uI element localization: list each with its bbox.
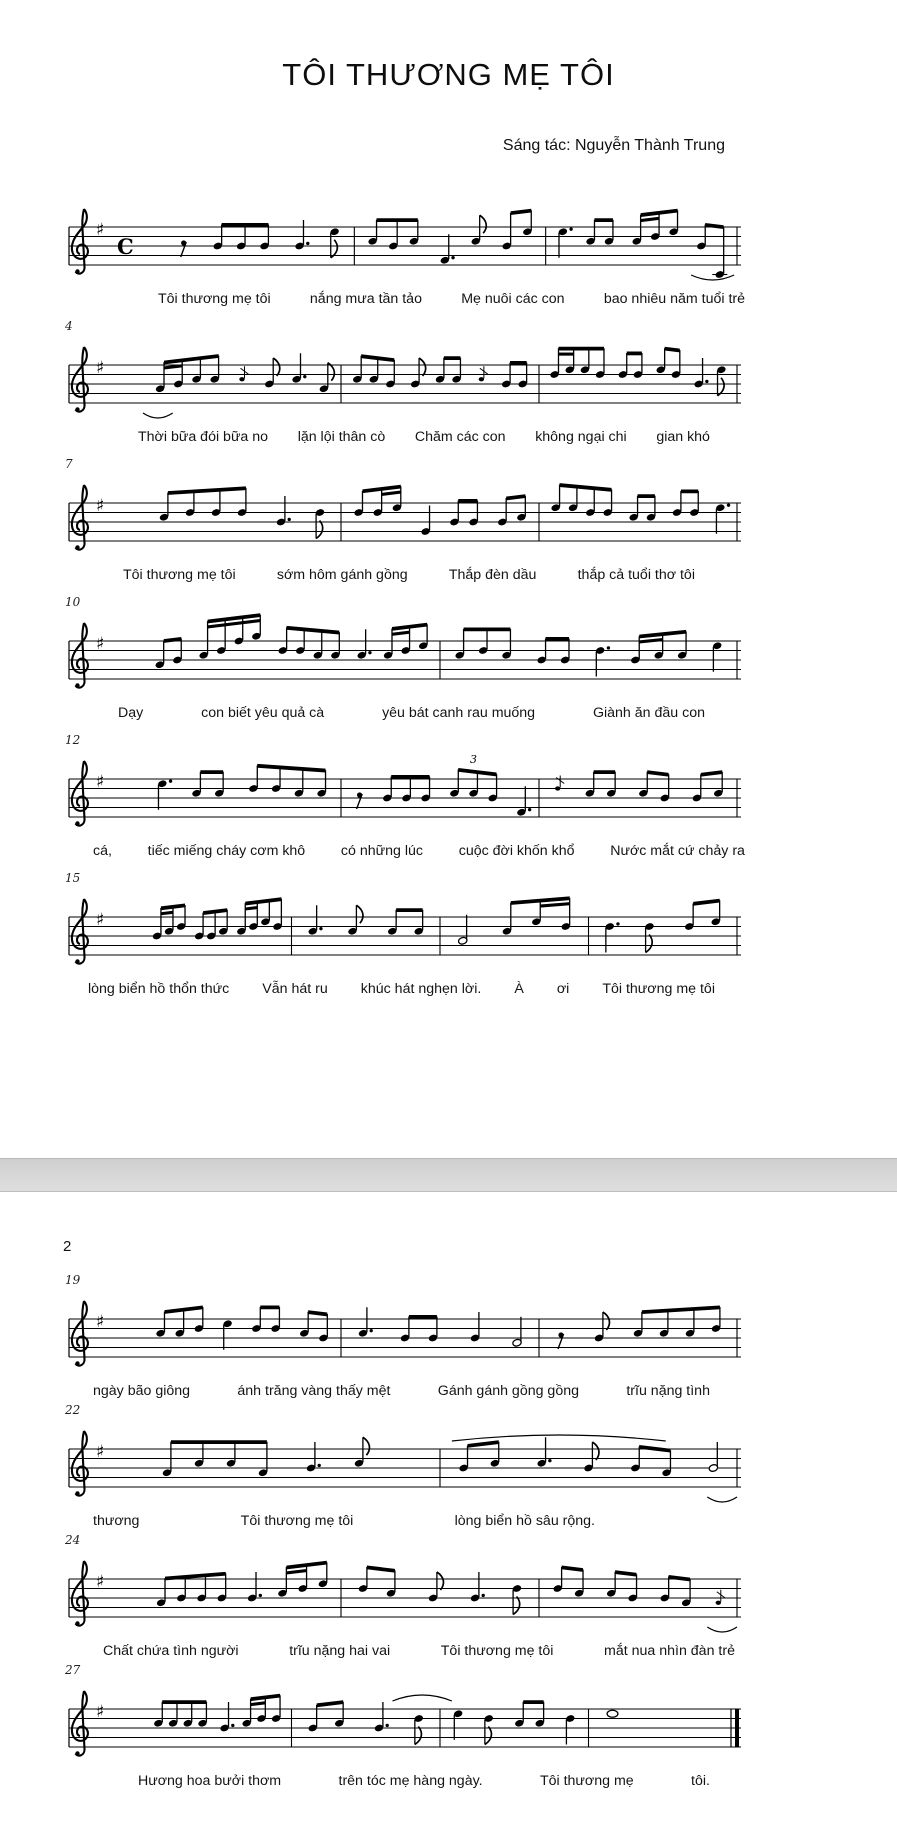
staff-svg [63,1419,745,1511]
lyric-segment: cuộc đời khốn khổ [458,843,575,859]
notes [157,764,723,817]
treble-clef-icon [72,899,88,964]
lyric-segment: sớm hôm gánh gồng [276,567,408,583]
notes [153,1694,618,1745]
staff-system [0,181,897,311]
lyrics-line [63,1513,745,1533]
lyric-segment: Tôi thương mẹ tôi [240,1513,354,1529]
lyric-segment: Tôi thương mẹ tôi [440,1643,554,1659]
staff-lines [69,503,741,541]
lyric-segment: con biết yêu quả cà [201,705,325,721]
staff-svg [63,887,745,979]
treble-clef-icon [72,1431,88,1496]
svg-text:♯: ♯ [96,1312,105,1332]
lyric-segment: Hương hoa bưởi thơm [138,1773,282,1789]
lyric-segment: tôi. [691,1773,710,1789]
svg-text:♯: ♯ [96,910,105,930]
svg-text:C: C [117,234,134,259]
tie-arc [691,275,734,280]
key-signature-sharp [96,634,104,654]
lyric-segment: lòng biển hồ thổn thức [88,981,230,997]
lyric-segment: Tôi thương mẹ tôi [158,291,271,307]
page-number: 2 [63,1238,72,1255]
lyric-segment: ơi [556,981,570,997]
staff-system [0,871,897,1001]
lyric-segment: lặn lội thân cò [297,429,386,445]
lyrics-line [63,843,745,863]
lyric-segment: Thắp đèn dầu [448,567,537,583]
lyric-segment: tiếc miếng cháy cơm khô [147,843,306,859]
lyric-segment: không ngại chi [535,429,627,445]
final-barline [735,1709,739,1747]
key-signature-sharp [96,1442,104,1462]
staff-lines [69,365,741,403]
slur-arc [392,1695,451,1701]
lyric-segment: ngày bão giông [93,1383,191,1399]
staff-svg [63,1549,745,1641]
svg-text:♯: ♯ [96,1702,105,1722]
staff-system [0,595,897,725]
staff-system [0,1403,897,1533]
notes [156,1306,722,1350]
lyrics-line [63,291,745,311]
tie-arc [143,413,173,418]
lyric-segment: Mẹ nuôi các con [461,291,565,307]
lyric-segment: có những lúc [340,843,423,859]
staff-lines [69,917,741,955]
staff-system [0,1533,897,1663]
lyrics-line [63,1383,745,1403]
systems-page-1 [0,181,897,1001]
measure-number: 12 [65,733,81,747]
treble-clef-icon [72,1691,88,1756]
notes [152,896,721,952]
treble-clef-icon [72,209,88,274]
lyric-segment: À [514,981,524,997]
treble-clef-icon [72,623,88,688]
lyrics-line [63,1773,745,1793]
key-signature-sharp [96,1312,104,1332]
staff-system [0,457,897,587]
staff-system [0,319,897,449]
treble-clef-icon [72,347,88,412]
staff-lines [69,1709,741,1747]
page-separator [0,1158,897,1192]
lyric-segment: Tôi thương mẹ tôi [123,567,236,583]
staff-lines [69,1579,741,1617]
notes [155,613,723,676]
lyric-segment: yêu bát canh rau muống [382,705,536,721]
lyric-segment: trĩu nặng hai vai [289,1643,391,1659]
lyric-segment: Gánh gánh gồng gồng [437,1383,579,1399]
lyric-segment: bao nhiêu năm tuổi trẻ [603,291,745,307]
measure-number: 19 [65,1273,81,1287]
systems-page-2 [0,1273,897,1793]
staff-svg [63,611,745,703]
svg-text:♯: ♯ [96,220,105,240]
staff-svg [63,473,745,565]
lyrics-line [63,567,745,587]
tie-arc [707,1627,737,1632]
lyric-segment: thắp cả tuổi thơ tôi [577,567,695,583]
measure-number: 24 [65,1533,81,1547]
lyrics-line [63,429,745,449]
staff-svg [63,749,745,841]
lyric-segment: Nước mắt cứ chảy ra [610,843,745,859]
score-page-2 [0,1192,897,1827]
tie-arc [707,1497,737,1502]
composer-credit: Sáng tác: Nguyễn Thành Trung [502,137,725,154]
staff-system [0,1273,897,1403]
svg-text:♯: ♯ [96,634,105,654]
lyric-segment: Tôi thương mẹ tôi [602,981,715,997]
measure-number: 22 [65,1403,81,1417]
lyric-segment: mắt nua nhìn đàn trẻ [604,1643,735,1659]
lyric-segment: Giành ăn đầu con [592,705,705,721]
notes [156,1561,725,1615]
key-signature-sharp [96,220,104,240]
key-signature-sharp [96,910,104,930]
svg-text:♯: ♯ [96,1442,105,1462]
measure-number: 7 [65,457,73,471]
lyric-segment: thương [93,1513,140,1529]
time-signature [117,234,134,259]
staff-svg [63,197,745,289]
treble-clef-icon [72,485,88,550]
key-signature-sharp [96,358,104,378]
lyric-segment: khúc hát nghẹn lời. [360,981,482,997]
score-title: TÔI THƯƠNG MẸ TÔI [282,57,615,92]
lyric-segment: Tôi thương mẹ [539,1773,634,1789]
key-signature-sharp [96,496,104,516]
measure-number [63,181,745,197]
lyrics-line [63,981,745,1001]
staff-svg [63,1289,745,1381]
treble-clef-icon [72,1301,88,1366]
lyric-segment: Vẫn hát ru [262,981,328,997]
key-signature-sharp [96,1572,104,1592]
lyric-segment: ánh trăng vàng thấy mệt [237,1383,391,1399]
staff-system [0,1663,897,1793]
treble-clef-icon [72,761,88,826]
lyric-segment: lòng biển hồ sâu rộng. [454,1513,595,1529]
treble-clef-icon [72,1561,88,1626]
svg-text:♯: ♯ [96,1572,105,1592]
measure-number: 15 [65,871,81,885]
staff-svg [63,335,745,427]
key-signature-sharp [96,772,104,792]
staff-lines [69,641,741,679]
slur-arc [452,1435,666,1441]
lyric-segment: Chăm các con [414,429,506,445]
measure-number: 4 [65,319,73,333]
svg-text:♯: ♯ [96,358,105,378]
lyric-segment: gian khó [656,429,710,445]
lyrics-line [63,705,745,725]
lyric-segment: nắng mưa tần tảo [309,291,422,307]
lyric-segment: trên tóc mẹ hàng ngày. [338,1773,483,1789]
svg-text:♯: ♯ [96,772,105,792]
lyric-segment: Chất chứa tình người [103,1643,239,1659]
lyric-segment: Thời bữa đói bữa no [138,429,269,445]
staff-system [0,733,897,863]
notes [181,209,728,279]
lyric-segment: trĩu nặng tình [626,1383,710,1399]
staff-svg [63,1679,745,1771]
measure-number: 10 [65,595,81,609]
lyric-segment: cá, [93,843,112,859]
lyric-segment: Dạy [118,705,144,721]
notes [159,483,730,538]
svg-text:♯: ♯ [96,496,105,516]
lyrics-line [63,1643,745,1663]
measure-number: 27 [65,1663,81,1677]
notes [155,347,726,396]
staff-lines [69,1449,741,1487]
triplet-number: 3 [470,752,478,766]
key-signature-sharp [96,1702,104,1722]
